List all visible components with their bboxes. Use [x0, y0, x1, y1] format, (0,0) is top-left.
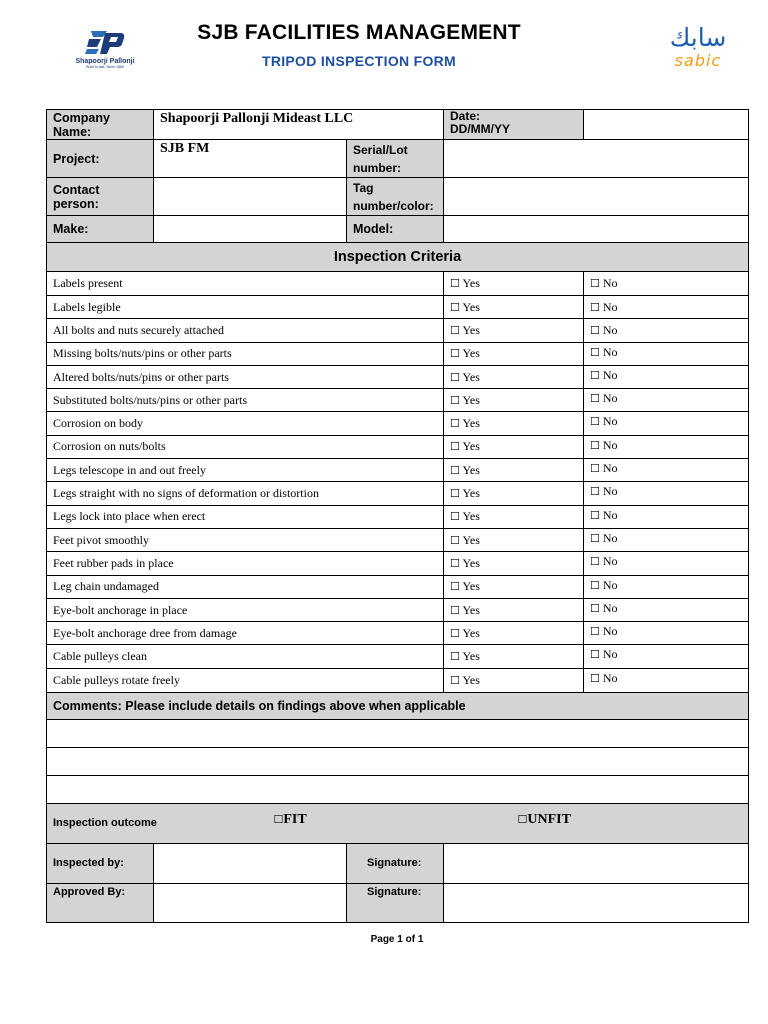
criteria-row — [47, 389, 749, 412]
yes-checkbox-icon[interactable]: ☐ — [450, 393, 460, 407]
no-label: No — [602, 322, 618, 337]
yes-label: Yes — [462, 322, 480, 337]
yes-option[interactable] — [444, 552, 584, 575]
no-checkbox-icon[interactable]: ☐ — [590, 601, 600, 615]
sp-logo-tagline: Build to last. Since 1865 — [86, 65, 124, 69]
row-inspected-by — [47, 843, 749, 883]
criteria-row — [47, 552, 749, 575]
yes-checkbox-icon[interactable]: ☐ — [450, 580, 460, 594]
no-checkbox-icon[interactable]: ☐ — [590, 625, 600, 639]
criteria-item-label: Cable pulleys rotate freely — [47, 668, 444, 692]
inspected-by-value[interactable] — [154, 843, 347, 883]
serial-value[interactable] — [444, 140, 749, 178]
criteria-item-label: Missing bolts/nuts/pins or other parts — [47, 342, 444, 365]
no-label: No — [602, 624, 618, 639]
no-label: No — [602, 299, 618, 314]
yes-label: Yes — [462, 439, 480, 454]
no-option[interactable] — [584, 598, 749, 621]
criteria-item-label: Cable pulleys clean — [47, 645, 444, 668]
no-option[interactable] — [584, 435, 749, 458]
unfit-checkbox-icon[interactable]: ☐ — [517, 812, 528, 826]
yes-checkbox-icon[interactable]: ☐ — [450, 300, 460, 314]
no-option[interactable] — [584, 668, 749, 692]
yes-checkbox-icon[interactable]: ☐ — [450, 463, 460, 477]
comment-line — [47, 747, 749, 775]
criteria-row — [47, 575, 749, 598]
no-checkbox-icon[interactable]: ☐ — [590, 345, 600, 359]
inspected-by-label: Inspected by: — [47, 843, 154, 883]
no-checkbox-icon[interactable]: ☐ — [590, 555, 600, 569]
criteria-item-label: Corrosion on nuts/bolts — [47, 435, 444, 458]
criteria-row — [47, 668, 749, 692]
no-option[interactable] — [584, 575, 749, 598]
no-option[interactable] — [584, 272, 749, 296]
criteria-row — [47, 342, 749, 365]
serial-label-line2: number: — [353, 161, 401, 175]
no-checkbox-icon[interactable]: ☐ — [590, 415, 600, 429]
yes-label: Yes — [462, 346, 480, 361]
model-label: Model: — [347, 216, 444, 243]
sp-logo-name: Shapoorji Pallonji — [75, 58, 135, 65]
criteria-item-label: Legs telescope in and out freely — [47, 459, 444, 482]
unfit-label: UNFIT — [527, 811, 571, 827]
row-criteria-heading — [47, 243, 749, 272]
yes-checkbox-icon[interactable]: ☐ — [450, 323, 460, 337]
criteria-item-label: Legs lock into place when erect — [47, 505, 444, 528]
yes-label: Yes — [462, 509, 480, 524]
contact-person-label: Contact person: — [47, 178, 154, 216]
criteria-item-label: Labels legible — [47, 296, 444, 319]
no-label: No — [602, 554, 618, 569]
criteria-list — [47, 272, 749, 693]
no-checkbox-icon[interactable]: ☐ — [590, 300, 600, 314]
unfit-option[interactable] — [444, 803, 749, 843]
yes-checkbox-icon[interactable]: ☐ — [450, 440, 460, 454]
approved-by-value[interactable] — [154, 883, 347, 922]
no-checkbox-icon[interactable]: ☐ — [590, 671, 600, 685]
yes-checkbox-icon[interactable]: ☐ — [450, 673, 460, 687]
company-name-label: Company Name: — [47, 110, 154, 140]
no-option[interactable] — [584, 459, 749, 482]
criteria-item-label: Labels present — [47, 272, 444, 296]
yes-option[interactable] — [444, 645, 584, 668]
criteria-item-label: Altered bolts/nuts/pins or other parts — [47, 365, 444, 388]
no-option[interactable] — [584, 365, 749, 388]
comment-line-1[interactable] — [47, 719, 749, 747]
yes-option[interactable] — [444, 575, 584, 598]
no-checkbox-icon[interactable]: ☐ — [590, 578, 600, 592]
comment-line — [47, 775, 749, 803]
yes-label: Yes — [462, 462, 480, 477]
criteria-row — [47, 412, 749, 435]
project-label: Project: — [47, 140, 154, 178]
yes-checkbox-icon[interactable]: ☐ — [450, 556, 460, 570]
no-option[interactable] — [584, 412, 749, 435]
row-company — [47, 110, 749, 140]
no-checkbox-icon[interactable]: ☐ — [590, 462, 600, 476]
signature-label: Signature: — [347, 843, 444, 883]
yes-label: Yes — [462, 555, 480, 570]
yes-option[interactable] — [444, 528, 584, 551]
no-option[interactable] — [584, 528, 749, 551]
yes-option[interactable] — [444, 622, 584, 645]
no-checkbox-icon[interactable]: ☐ — [590, 392, 600, 406]
project-value[interactable]: SJB FM — [154, 140, 347, 178]
sabic-logo-arabic: سابك — [669, 23, 727, 52]
criteria-row — [47, 505, 749, 528]
no-option[interactable] — [584, 342, 749, 365]
criteria-item-label: Leg chain undamaged — [47, 575, 444, 598]
comment-line-3[interactable] — [47, 775, 749, 803]
yes-checkbox-icon[interactable]: ☐ — [450, 650, 460, 664]
yes-checkbox-icon[interactable]: ☐ — [450, 510, 460, 524]
criteria-row — [47, 482, 749, 505]
no-label: No — [602, 577, 618, 592]
no-checkbox-icon[interactable]: ☐ — [590, 485, 600, 499]
signature-label: Signature: — [347, 883, 444, 922]
approved-by-label: Approved By: — [47, 883, 154, 922]
company-name-value[interactable]: Shapoorji Pallonji Mideast LLC — [154, 110, 444, 140]
criteria-row — [47, 598, 749, 621]
sabic-logo — [660, 24, 736, 78]
yes-label: Yes — [462, 625, 480, 640]
yes-option[interactable] — [444, 389, 584, 412]
criteria-item-label: Eye-bolt anchorage in place — [47, 598, 444, 621]
no-checkbox-icon[interactable]: ☐ — [590, 277, 600, 290]
date-label-text: Date: — [450, 109, 481, 123]
comment-line — [47, 719, 749, 747]
tag-label-line2: number/color: — [353, 199, 434, 213]
no-checkbox-icon[interactable]: ☐ — [590, 508, 600, 522]
yes-option[interactable] — [444, 668, 584, 692]
no-option[interactable] — [584, 505, 749, 528]
yes-label: Yes — [462, 532, 480, 547]
yes-option[interactable] — [444, 435, 584, 458]
criteria-item-label: Substituted bolts/nuts/pins or other parts — [47, 389, 444, 412]
row-contact — [47, 178, 749, 216]
model-value[interactable] — [444, 216, 749, 243]
criteria-row — [47, 435, 749, 458]
yes-checkbox-icon[interactable]: ☐ — [450, 533, 460, 547]
yes-option[interactable] — [444, 296, 584, 319]
criteria-item-label: Eye-bolt anchorage dree from damage — [47, 622, 444, 645]
no-label: No — [602, 507, 618, 522]
date-format-text: DD/MM/YY — [450, 122, 510, 136]
yes-option[interactable] — [444, 505, 584, 528]
yes-option[interactable] — [444, 598, 584, 621]
no-label: No — [602, 344, 618, 359]
criteria-item-label: Legs straight with no signs of deformation or distortion — [47, 482, 444, 505]
no-label: No — [602, 600, 618, 615]
date-value[interactable] — [584, 110, 749, 140]
yes-checkbox-icon[interactable]: ☐ — [450, 603, 460, 617]
no-label: No — [602, 414, 618, 429]
inspected-signature-field[interactable] — [444, 843, 749, 883]
no-label: No — [602, 670, 618, 685]
tag-label — [347, 178, 444, 216]
no-label: No — [602, 437, 618, 452]
criteria-row — [47, 319, 749, 342]
criteria-row — [47, 365, 749, 388]
no-option[interactable] — [584, 319, 749, 342]
no-checkbox-icon[interactable]: ☐ — [590, 531, 600, 545]
no-option[interactable] — [584, 389, 749, 412]
no-label: No — [602, 391, 618, 406]
make-value[interactable] — [154, 216, 347, 243]
comment-line-2[interactable] — [47, 747, 749, 775]
inspection-outcome-label: Inspection outcome — [47, 803, 238, 843]
inspection-form-table — [46, 109, 749, 923]
no-label: No — [602, 484, 618, 499]
serial-label-line1: Serial/Lot — [353, 143, 408, 157]
no-label: No — [602, 276, 618, 290]
criteria-item-label: Feet rubber pads in place — [47, 552, 444, 575]
row-approved-by — [47, 883, 749, 922]
yes-checkbox-icon[interactable]: ☐ — [450, 370, 460, 384]
criteria-row — [47, 622, 749, 645]
criteria-row — [47, 528, 749, 551]
criteria-row — [47, 272, 749, 296]
yes-checkbox-icon[interactable]: ☐ — [450, 347, 460, 361]
no-label: No — [602, 367, 618, 382]
criteria-item-label: All bolts and nuts securely attached — [47, 319, 444, 342]
yes-label: Yes — [462, 579, 480, 594]
no-option[interactable] — [584, 645, 749, 668]
contact-person-value[interactable] — [154, 178, 347, 216]
no-option[interactable] — [584, 622, 749, 645]
no-label: No — [602, 530, 618, 545]
serial-label — [347, 140, 444, 178]
yes-option[interactable] — [444, 365, 584, 388]
yes-label: Yes — [462, 649, 480, 664]
yes-checkbox-icon[interactable]: ☐ — [450, 277, 460, 290]
yes-label: Yes — [462, 416, 480, 431]
yes-option[interactable] — [444, 482, 584, 505]
yes-option[interactable] — [444, 272, 584, 296]
row-comments-heading — [47, 692, 749, 719]
sabic-logo-latin: sabic — [674, 51, 722, 70]
date-label — [444, 110, 584, 140]
yes-checkbox-icon[interactable]: ☐ — [450, 487, 460, 501]
yes-checkbox-icon[interactable]: ☐ — [450, 626, 460, 640]
yes-option[interactable] — [444, 412, 584, 435]
yes-checkbox-icon[interactable]: ☐ — [450, 417, 460, 431]
criteria-row — [47, 645, 749, 668]
tag-value[interactable] — [444, 178, 749, 216]
criteria-item-label: Corrosion on body — [47, 412, 444, 435]
yes-option[interactable] — [444, 459, 584, 482]
no-option[interactable] — [584, 482, 749, 505]
yes-label: Yes — [462, 672, 480, 687]
yes-label: Yes — [462, 299, 480, 314]
yes-label: Yes — [462, 369, 480, 384]
no-option[interactable] — [584, 296, 749, 319]
criteria-row — [47, 296, 749, 319]
no-option[interactable] — [584, 552, 749, 575]
yes-label: Yes — [462, 602, 480, 617]
no-checkbox-icon[interactable]: ☐ — [590, 323, 600, 337]
no-checkbox-icon[interactable]: ☐ — [590, 368, 600, 382]
form-title: SJB FACILITIES MANAGEMENT — [197, 21, 521, 44]
inspection-criteria-heading: Inspection Criteria — [47, 243, 749, 272]
form-subtitle: TRIPOD INSPECTION FORM — [261, 53, 457, 69]
fit-label: FIT — [283, 811, 307, 827]
no-checkbox-icon[interactable]: ☐ — [590, 648, 600, 662]
approved-signature-field[interactable] — [444, 883, 749, 922]
criteria-item-label: Feet pivot smoothly — [47, 528, 444, 551]
tag-label-line1: Tag — [353, 181, 374, 195]
yes-label: Yes — [462, 276, 480, 290]
criteria-row — [47, 459, 749, 482]
make-label: Make: — [47, 216, 154, 243]
yes-option[interactable] — [444, 319, 584, 342]
row-make — [47, 216, 749, 243]
yes-label: Yes — [462, 486, 480, 501]
no-label: No — [602, 647, 618, 662]
yes-option[interactable] — [444, 342, 584, 365]
no-label: No — [602, 461, 618, 476]
yes-label: Yes — [462, 392, 480, 407]
row-project — [47, 140, 749, 178]
fit-checkbox-icon[interactable]: ☐ — [273, 812, 284, 826]
fit-option[interactable] — [238, 803, 444, 843]
row-outcome — [47, 803, 749, 843]
no-checkbox-icon[interactable]: ☐ — [590, 438, 600, 452]
page-number: Page 1 of 1 — [370, 934, 424, 945]
comments-heading: Comments: Please include details on findings above when applicable — [47, 692, 749, 719]
